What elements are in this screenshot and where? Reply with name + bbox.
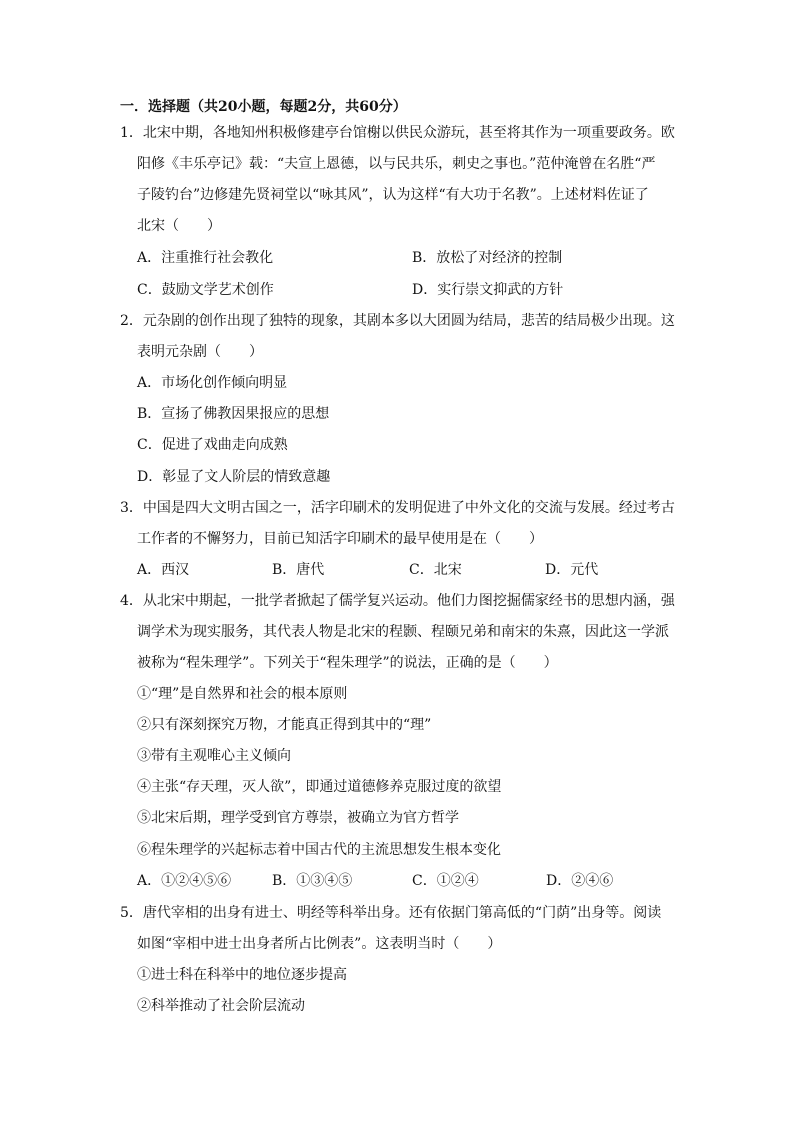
q4-statement-4: ④主张“存天理，灭人欲”，即通过道德修养克服过度的欲望 [137,779,502,795]
q1-option-d[interactable]: D．实行崇文抑武的方针 [412,282,564,298]
q2-line-2: 表明元杂剧（ ） [137,344,263,360]
q5-statement-2: ②科举推动了社会阶层流动 [137,998,305,1014]
q4-statement-2: ②只有深刻探究万物，才能真正得到其中的“理” [137,717,432,733]
q4-statement-5: ⑤北宋后期，理学受到官方尊崇，被确立为官方哲学 [137,810,459,826]
q3-option-c[interactable]: C．北宋 [409,562,462,578]
q4-line-3: 被称为“程朱理学”。下列关于“程朱理学”的说法，正确的是（ ） [137,655,558,671]
q3-option-b[interactable]: B．唐代 [272,562,325,578]
q4-statement-1: ①“理”是自然界和社会的根本原则 [137,686,348,702]
q1-line-3: 子陵钓台”边修建先贤祠堂以“咏其风”，认为这样“有大功于名教”。上述材料佐证了 [137,187,649,203]
q2-option-c[interactable]: C．促进了戏曲走向成熟 [137,437,288,453]
section-heading: 一．选择题（共20小题，每题2分，共60分） [120,99,407,115]
q3-option-d[interactable]: D．元代 [545,562,599,578]
q1-option-a[interactable]: A．注重推行社会教化 [137,250,274,266]
q3-line-2: 工作者的不懈努力，目前已知活字印刷术的最早使用是在（ ） [137,531,543,547]
q5-statement-1: ①进士科在科举中的地位逐步提高 [137,967,347,983]
q4-statement-6: ⑥程朱理学的兴起标志着中国古代的主流思想发生根本变化 [137,842,501,858]
q5-line-2: 如图“宰相中进士出身者所占比例表”。这表明当时（ ） [137,936,502,952]
q2-option-b[interactable]: B．宣扬了佛教因果报应的思想 [137,406,330,422]
q1-option-b[interactable]: B．放松了对经济的控制 [412,250,563,266]
q4-option-a[interactable]: A．①②④⑤⑥ [137,873,232,889]
q4-statement-3: ③带有主观唯心主义倾向 [137,748,291,764]
q1-line-1: 1．北宋中期，各地知州积极修建亭台馆榭以供民众游玩，甚至将其作为一项重要政务。欧 [120,125,675,141]
q4-option-b[interactable]: B．①③④⑤ [272,873,353,889]
q2-line-1: 2．元杂剧的创作出现了独特的现象，其剧本多以大团圆为结局，悲苦的结局极少出现。这 [120,313,675,329]
q1-option-c[interactable]: C．鼓励文学艺术创作 [137,282,274,298]
q3-line-1: 3．中国是四大文明古国之一，活字印刷术的发明促进了中外文化的交流与发展。经过考古 [120,500,675,516]
q2-option-d[interactable]: D．彰显了文人阶层的情致意趣 [137,469,331,485]
q2-option-a[interactable]: A．市场化创作倾向明显 [137,375,288,391]
q5-line-1: 5．唐代宰相的出身有进士、明经等科举出身。还有依据门第高低的“门荫”出身等。阅读 [120,905,662,921]
q3-option-a[interactable]: A．西汉 [137,562,190,578]
q1-line-2: 阳修《丰乐亭记》载：“夫宣上恩德，以与民共乐，刺史之事也。”范仲淹曾在名胜“严 [137,156,656,172]
q4-option-d[interactable]: D．②④⑥ [546,873,614,889]
q4-line-2: 调学术为现实服务，其代表人物是北宋的程颢、程颐兄弟和南宋的朱熹，因此这一学派 [137,624,669,640]
q1-line-4: 北宋（ ） [137,218,221,234]
q4-option-c[interactable]: C．①②④ [412,873,479,889]
q4-line-1: 4．从北宋中期起，一批学者掀起了儒学复兴运动。他们力图挖掘儒家经书的思想内涵，强 [120,593,675,609]
